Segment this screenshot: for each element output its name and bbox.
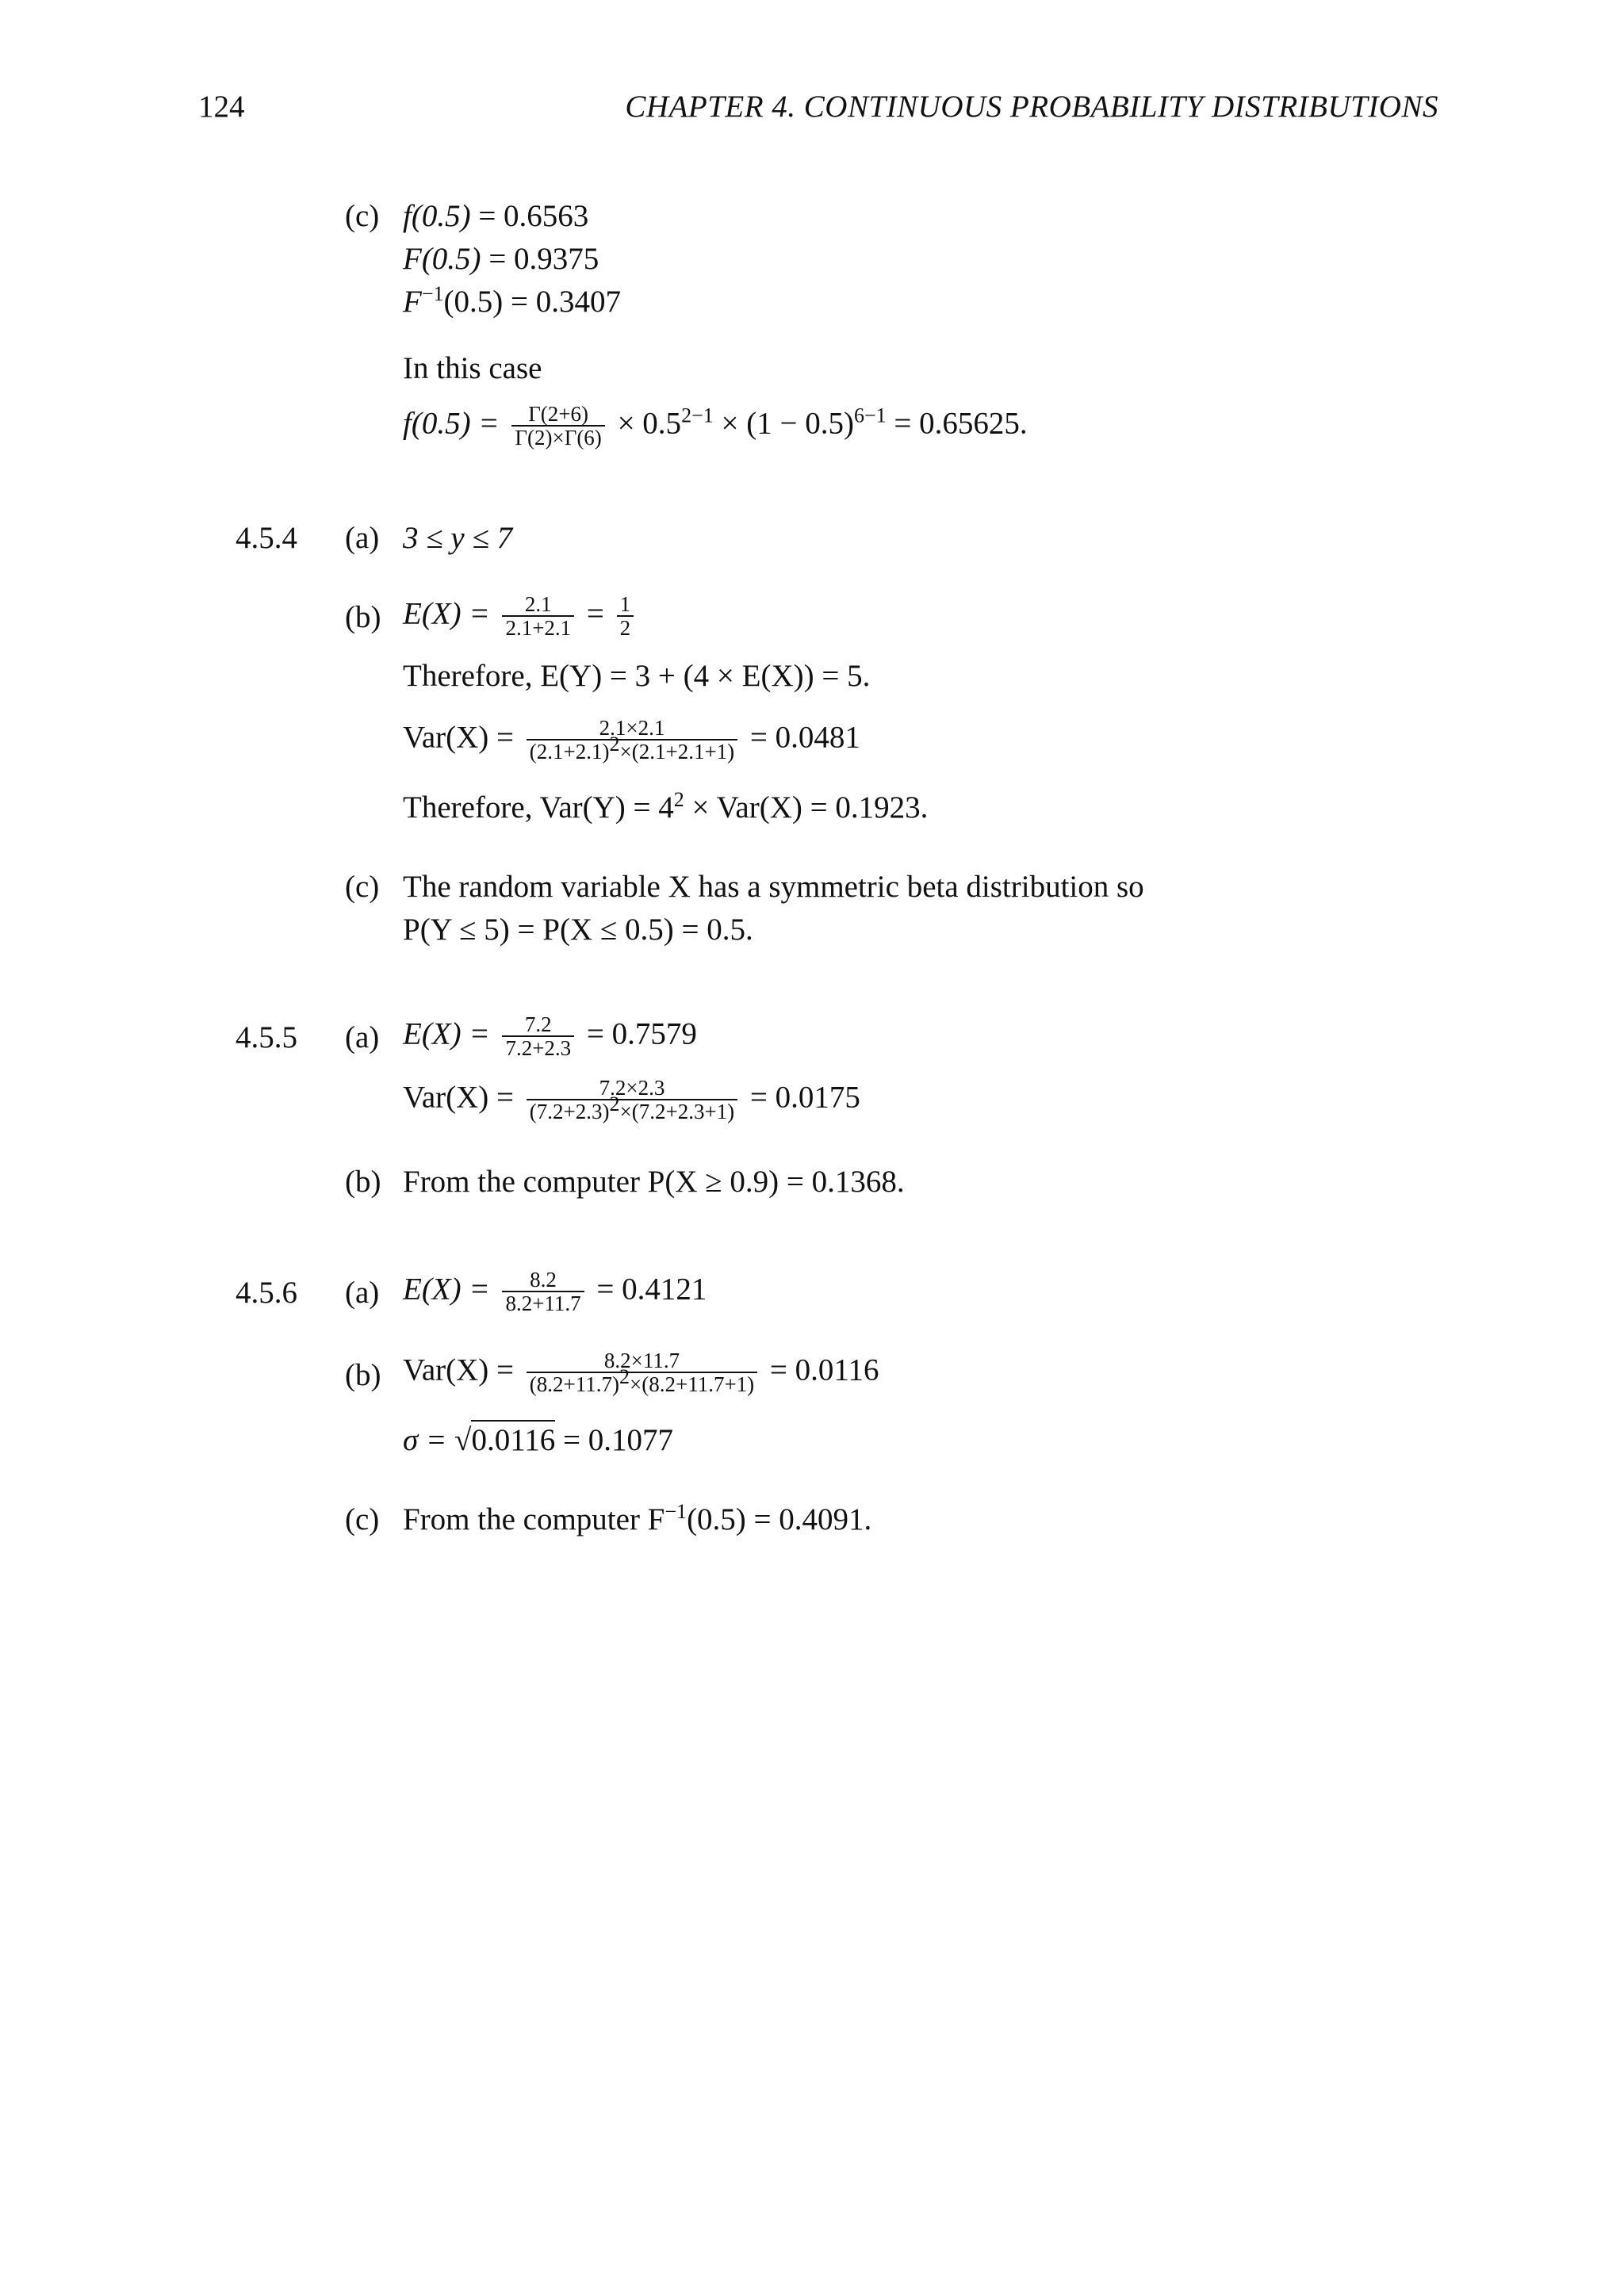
part-label-a: (a) [345,1276,380,1310]
chapter-title: CHAPTER 4. CONTINUOUS PROBABILITY DISTRIBUTIONS [625,90,1438,124]
math-expression: = [586,596,604,631]
fraction [527,717,737,763]
fraction [527,1349,757,1396]
fraction-denominator: Γ(2)×Γ(6) [511,425,604,449]
fraction-denominator [527,1365,757,1397]
part-label-b: (b) [345,600,381,634]
math-expression: σ = √ [403,1423,472,1457]
equation-line [403,1077,860,1123]
math-result: = 0.6563 [478,199,589,233]
math-result: = 0.65625. [894,406,1028,441]
math-result: (0.5) = 0.3407 [443,285,621,319]
math-expression: × 0.5 [617,406,682,441]
body-text: The random variable X has a symmetric beta distribution so [403,870,1144,904]
exercise-number: 4.5.6 [236,1276,297,1310]
exercise-number: 4.5.4 [236,521,297,555]
fraction-numerator: 7.2×2.3 [599,1076,665,1100]
body-text: From the computer P(X ≥ 0.9) = 0.1368. [403,1165,905,1199]
math-expression: E(X) = [403,1016,490,1051]
equation-line [403,198,588,234]
math-expression: F [403,285,422,319]
part-label-b: (b) [345,1165,381,1199]
fraction-numerator: 2.1×2.1 [599,716,665,740]
fraction-numerator: 7.2 [524,1012,552,1036]
fraction [502,1269,584,1315]
fraction-denominator: 2.1+2.1 [502,615,574,639]
math-expression: Var(X) = [403,1353,515,1387]
body-text [403,1502,871,1537]
math-exponent: −1 [665,1500,688,1523]
equation-line [403,1269,707,1315]
math-expression: × (1 − 0.5) [721,406,854,441]
math-result: = 0.9375 [488,242,599,276]
body-text-part: × Var(X) = 0.1923. [691,790,929,825]
equation-line [403,1349,879,1396]
fraction [502,1013,574,1060]
body-text [403,790,928,825]
math-exponent: 2−1 [681,404,714,427]
equation-line: 3 ≤ y ≤ 7 [403,521,513,555]
math-result: = 0.0175 [749,1080,860,1115]
fraction-numerator: 8.2×11.7 [603,1349,680,1372]
math-exponent: 2 [619,1365,630,1389]
math-exponent: 2 [673,788,684,811]
body-text: Therefore, E(Y) = 3 + (4 × E(X)) = 5. [403,659,871,693]
fraction-numerator: Γ(2+6) [528,402,589,426]
part-label-c: (c) [345,199,380,233]
equation-line [403,593,638,640]
body-text-part: (0.5) = 0.4091. [687,1502,872,1536]
equation-line [403,717,860,763]
equation-line [403,284,621,320]
part-label-a: (a) [345,1020,380,1054]
fraction [527,1077,737,1123]
math-expression: f(0.5) = [403,406,500,441]
square-root-radicand: 0.0116 [471,1420,555,1457]
fraction-numerator: 8.2 [530,1268,557,1292]
fraction [511,403,604,450]
part-label-a: (a) [345,521,380,555]
denominator-part: (7.2+2.3) [529,1100,610,1124]
denominator-part: ×(8.2+11.7+1) [630,1372,755,1397]
fraction [617,593,634,640]
math-expression: F(0.5) [403,242,481,276]
math-expression: Var(X) = [403,1080,515,1115]
body-text-part: From the computer F [403,1502,665,1536]
fraction-denominator: 8.2+11.7 [502,1291,584,1314]
body-text-part: Therefore, Var(Y) = 4 [403,790,674,825]
math-expression: E(X) = [403,1272,490,1307]
math-result: = 0.7579 [586,1016,697,1051]
math-result: = 0.0116 [769,1353,879,1387]
math-exponent: 6−1 [853,404,887,427]
math-expression: f(0.5) [403,199,471,233]
math-result: = 0.1077 [563,1423,674,1457]
math-result: = 0.4121 [596,1272,707,1307]
fraction [502,593,574,640]
fraction-numerator: 2.1 [524,592,552,616]
fraction-denominator: 7.2+2.3 [502,1035,574,1059]
body-text: P(Y ≤ 5) = P(X ≤ 0.5) = 0.5. [403,913,753,947]
fraction-denominator [527,1093,737,1124]
fraction-denominator: 2 [617,615,634,639]
equation-line [403,241,599,277]
part-label-c: (c) [345,1502,380,1536]
denominator-part: ×(2.1+2.1+1) [619,740,735,764]
math-result: = 0.0481 [749,720,860,755]
math-exponent: −1 [421,282,444,305]
math-expression: Var(X) = [403,720,515,755]
page-number: 124 [198,90,245,124]
part-label-b: (b) [345,1358,381,1392]
denominator-part: (8.2+11.7) [529,1372,619,1397]
math-expression: E(X) = [403,596,490,631]
body-text: In this case [403,351,542,385]
equation-line [403,1013,697,1060]
equation-line [403,1422,673,1458]
denominator-part: ×(7.2+2.3+1) [619,1100,735,1124]
exercise-number: 4.5.5 [236,1020,297,1054]
denominator-part: (2.1+2.1) [529,740,610,764]
math-exponent: 2 [609,1093,620,1116]
math-exponent: 2 [609,733,620,756]
fraction-denominator [527,733,737,764]
part-label-c: (c) [345,870,380,904]
equation-line [403,403,1028,450]
fraction-numerator: 1 [619,592,631,616]
